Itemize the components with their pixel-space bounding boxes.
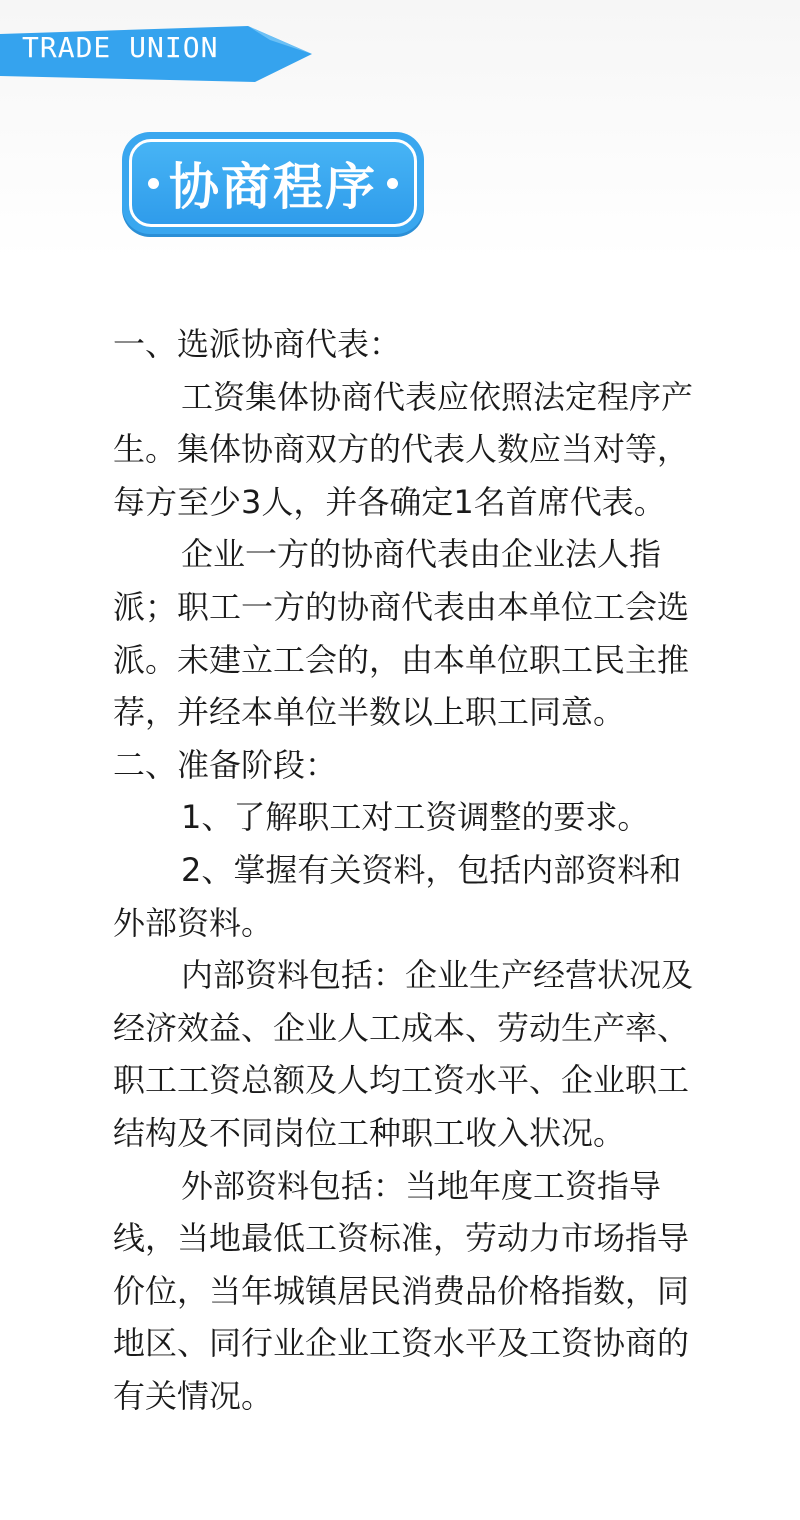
- title-badge-inner: [129, 139, 417, 227]
- heading-preparation-stage: 二、准备阶段：: [113, 745, 338, 784]
- trade-union-banner: [0, 26, 270, 70]
- heading-select-representatives: 一、选派协商代表：: [113, 325, 402, 363]
- paragraph-step-1: 1、了解职工对工资调整的要求。: [181, 798, 650, 837]
- paragraph-internal-materials: 内部资料包括：企业生产经营状况及经济效益、企业人工成本、劳动生产率、职工工资总额及人均工资水平、企业职工结构及不同岗位工种职工收入状况。: [113, 956, 694, 1152]
- paragraph-external-materials: 外部资料包括：当地年度工资指导线，当地最低工资标准，劳动力市场指导价位，当年城镇居民消费品价格指数，同地区、同行业企业工资水平及工资协商的有关情况。: [113, 1166, 690, 1415]
- bullet-dot-right-icon: [387, 178, 398, 189]
- bullet-dot-left-icon: [148, 178, 159, 189]
- title-badge: [122, 132, 424, 234]
- paragraph-representative-selection: 企业一方的协商代表由企业法人指派；职工一方的协商代表由本单位工会选派。未建立工会的，由本单位职工民主推荐，并经本单位半数以上职工同意。: [113, 535, 690, 732]
- document-body: [113, 318, 713, 1422]
- paragraph-step-2: 2、掌握有关资料，包括内部资料和外部资料。: [113, 850, 682, 942]
- banner-text: TRADE UNION: [22, 31, 219, 64]
- section-title: 协商程序: [169, 158, 377, 216]
- paragraph-representative-rules: 工资集体协商代表应依照法定程序产生。集体协商双方的代表人数应当对等，每方至少3人，并各确定1名首席代表。: [113, 377, 694, 521]
